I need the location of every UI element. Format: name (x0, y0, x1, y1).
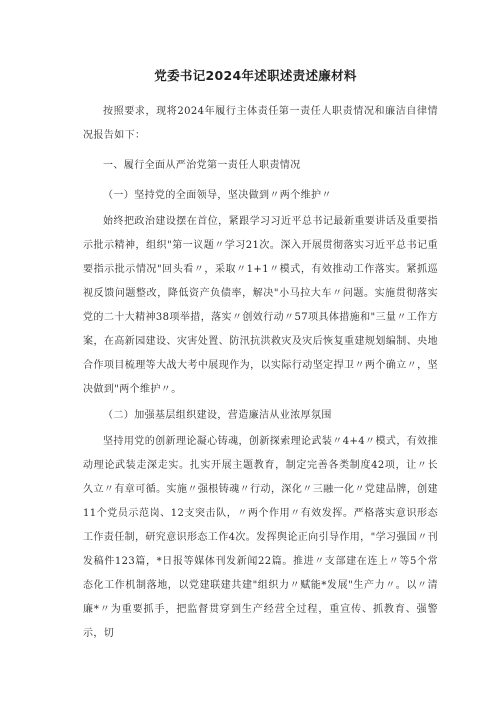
subsection-heading: （二）加强基层组织建设，营造廉洁从业浓厚氛围 (103, 410, 332, 421)
section-heading: 一、履行全面从严治党第一责任人职责情况 (103, 160, 301, 171)
subsection-heading: （一）坚持党的全面领导，坚决做到〃两个维护〃 (103, 190, 332, 201)
body-paragraph: 坚持用党的创新理论凝心铸魂，创新探索理论武装〃4+4〃模式，有效推动理论武装走深走实。扎实开展主题教育，制定完善各类制度42项，让〃长久立〃有章可循。实施〃强根铸魂〃行动，深化〃三融一化〃党建品牌，创建11个党员示范岗、12支突击队，〃两个作用〃有效发挥。严格落实意识形态工作责任制，研究意识形态工作4次。发挥舆论正向引导作用，"学习强国〃刊发稿件123篇，*日报等媒体刊发新闻22篇。推进〃支部建在连上〃等5个常态化工作机制落地，以党建联建共建"组织力〃赋能*发展"生产力〃。以〃清廉*〃为重要抓手，把监督贯穿到生产经营全过程，重宣传、抓教育、强警示，切 (83, 436, 438, 639)
document-title: 党委书记2024年述职述责述廉材料 (154, 68, 357, 83)
intro-paragraph: 按照要求，现将2024年履行主体责任第一责任人职责情况和廉洁自律情况报告如下： (83, 106, 438, 141)
body-paragraph: 始终把政治建设摆在首位，紧跟学习习近平总书记最新重要讲话及重要指示批示精神，组织"第一议题〃学习21次。深入开展贯彻落实习近平总书记重要指示批示情况"回头看〃，采取〃1+1〃模式，有效推动工作落实。紧抓巡视反馈问题整改，降低资产负债率，解决"小马拉大车〃问题。实施贯彻落实党的二十大精神38项举措，落实〃创效行动〃57项具体措施和"三量〃工作方案，在高新园建设、灾害处置、防汛抗洪救灾及灾后恢复重建规划编制、央地合作项目梳理等大战大考中展现作为，以实际行动坚定捍卫〃两个确立〃，坚决做到"两个维护〃。 (83, 216, 438, 395)
